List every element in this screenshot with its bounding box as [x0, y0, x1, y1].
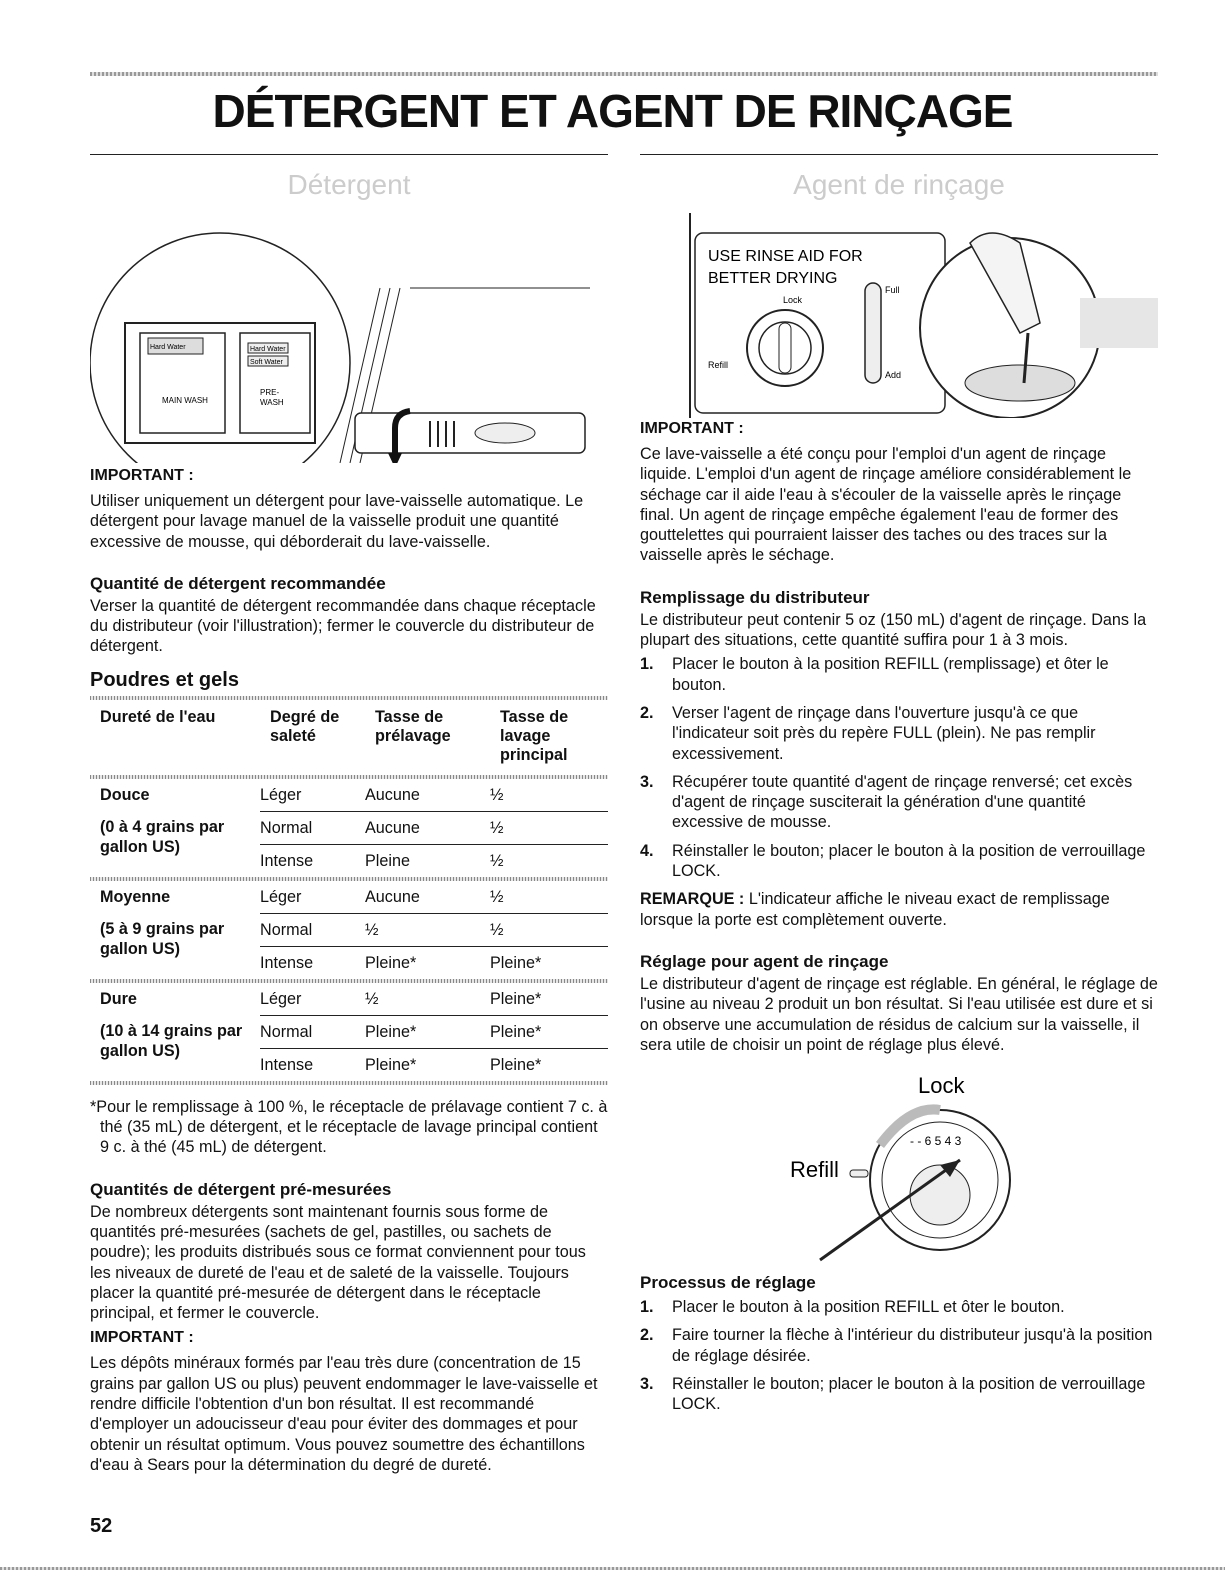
- table-cell: Pleine*: [490, 1015, 608, 1048]
- recommended-text: Verser la quantité de détergent recommandée dans chaque réceptacle du distributeur (voir l'illustration); fermer le couvercle du distributeur de détergent.: [90, 596, 596, 656]
- table-cell: Pleine: [365, 844, 490, 877]
- table-cell: ½: [490, 844, 608, 877]
- important-label: IMPORTANT :: [640, 420, 744, 437]
- group-moyenne: [90, 881, 608, 979]
- table-cell: Pleine*: [490, 1048, 608, 1081]
- important-text-2: Les dépôts minéraux formés par l'eau très dure (concentration de 15 grains par gallon US ou plus) peuvent endommager le lave-vaisselle et rendre difficile l'obtention d'un bon résultat. Il est recommandé d'employer un adoucisseur d'eau pour éviter des dommages et pour obtenir un résultat optimum. Vous pouvez soumettre des échantillons d'eau à Sears pour la détermination du degré de dureté.: [90, 1354, 598, 1474]
- table-cell: Aucune: [365, 811, 490, 844]
- table-cell: ½: [490, 811, 608, 844]
- detergent-dispenser-illustration: [90, 213, 608, 463]
- table-cell: Normal: [260, 811, 365, 844]
- important-text: Utiliser uniquement un détergent pour lave-vaisselle automatique. Le détergent pour lavage manuel de la vaisselle produit une quantité excessive de mousse, qui déborderait du lave-vaisselle.: [90, 492, 584, 551]
- setting-dial-illustration: [640, 1065, 1158, 1265]
- svg-text:BETTER DRYING: BETTER DRYING: [708, 270, 838, 287]
- table-cell: Léger: [260, 989, 302, 1008]
- hardness-name: Douce: [100, 785, 150, 804]
- list-item: [640, 1325, 1158, 1366]
- table-row: [90, 983, 608, 1016]
- rinse-aid-dispenser-illustration: [640, 213, 1158, 418]
- list-item: [640, 772, 1158, 833]
- svg-text:Refill: Refill: [790, 1157, 839, 1183]
- list-item: [640, 841, 1158, 882]
- process-heading: Processus de réglage: [640, 1273, 816, 1293]
- table-cell: Intense: [260, 1048, 365, 1081]
- table-cell: ½: [365, 913, 490, 946]
- remark-label: REMARQUE :: [640, 890, 745, 909]
- svg-text:Refill: Refill: [708, 360, 729, 370]
- table-cell: Intense: [260, 844, 365, 877]
- col-header-soil: Degré de saleté: [270, 707, 340, 745]
- table-cell: Pleine*: [365, 946, 490, 979]
- page-number: 52: [90, 1515, 113, 1537]
- section-title-rinse-aid: Agent de rinçage: [793, 169, 1005, 200]
- step-number: 3.: [640, 772, 654, 791]
- list-item: [640, 703, 1158, 764]
- svg-text:- - 6 5 4 3: - - 6 5 4 3: [910, 1134, 962, 1149]
- svg-text:Lock: Lock: [918, 1073, 965, 1099]
- premeasured-heading: Quantités de détergent pré-mesurées: [90, 1179, 392, 1199]
- table-cell: ½: [490, 785, 504, 804]
- svg-text:USE RINSE AID FOR: USE RINSE AID FOR: [708, 248, 863, 265]
- step-text: Réinstaller le bouton; placer le bouton à la position de verrouillage LOCK.: [672, 841, 1146, 881]
- dispenser-drawing: [90, 213, 608, 463]
- important-label-2: IMPORTANT :: [90, 1329, 194, 1347]
- table-cell: Normal: [260, 1015, 365, 1048]
- step-text: Placer le bouton à la position REFILL (remplissage) et ôter le bouton.: [672, 655, 1109, 694]
- col-header-prewash: Tasse de prélavage: [375, 707, 451, 745]
- important-text: Ce lave-vaisselle a été conçu pour l'emploi d'un agent de rinçage liquide. L'emploi d'un agent de rinçage améliore considérablement le séchage car il aide l'eau à s'écouler de la vaisselle après le rinçage final. Un agent de rinçage empêche également l'eau de former des gouttelettes qui pourraient laisser des taches ou des traces sur la vaisselle après le séchage.: [640, 445, 1132, 565]
- process-steps-list: [640, 1297, 1158, 1414]
- step-text: Réinstaller le bouton; placer le bouton à la position de verrouillage LOCK.: [672, 1375, 1146, 1414]
- svg-text:Add: Add: [885, 370, 902, 380]
- detergent-table: [90, 700, 608, 775]
- svg-text:PRE-: PRE-: [260, 388, 280, 397]
- svg-text:WASH: WASH: [260, 398, 284, 407]
- premeasured-text: De nombreux détergents sont maintenant fournis sous forme de quantités pré-mesurées (sachets de gel, pastilles, ou sachets de poudre); les produits distribués sous ce format conviennent pour tous les niveaux de dureté de l'eau et de saleté de la vaisselle. Toujours placer la quantité pré-mesurée de détergent dans le réceptacle principal, et fermer le couvercle.: [90, 1202, 586, 1323]
- fill-heading: Remplissage du distributeur: [640, 587, 870, 607]
- bottom-rule: [0, 1567, 1225, 1570]
- table-cell: ½: [490, 887, 504, 906]
- rinse-aid-drawing: [640, 213, 1158, 418]
- table-footnote: *Pour le remplissage à 100 %, le réceptacle de prélavage contient 7 c. à thé (35 mL) de détergent, et le réceptacle de lavage principal contient 9 c. à thé (45 mL) de détergent.: [90, 1097, 608, 1157]
- step-number: 3.: [640, 1375, 654, 1394]
- table-cell: Aucune: [365, 887, 420, 906]
- list-item: [640, 1297, 1158, 1317]
- rinse-aid-column: [640, 154, 1158, 1423]
- table-cell: Léger: [260, 785, 302, 804]
- recommended-heading: Quantité de détergent recommandée: [90, 573, 386, 593]
- top-rule: [90, 72, 1158, 76]
- section-rule: [90, 154, 608, 155]
- svg-text:MAIN WASH: MAIN WASH: [162, 396, 208, 405]
- setting-dial-drawing: [640, 1065, 1158, 1265]
- step-text: Récupérer toute quantité d'agent de rinçage renversé; cet excès d'agent de rinçage susciterait la génération d'une quantité excessive de mousse.: [672, 772, 1133, 832]
- step-number: 4.: [640, 841, 654, 860]
- step-text: Verser l'agent de rinçage dans l'ouverture jusqu'à ce que l'indicateur soit près du repère FULL (plein). Ne pas remplir excessivement.: [672, 703, 1096, 763]
- list-item: [640, 654, 1158, 695]
- col-header-mainwash: Tasse de lavage principal: [500, 707, 569, 764]
- svg-text:Hard Water: Hard Water: [250, 346, 286, 353]
- hardness-name: Dure: [100, 989, 137, 1008]
- hardness-detail: (10 à 14 grains par gallon US): [100, 1022, 243, 1061]
- col-header-hardness: Dureté de l'eau: [100, 707, 216, 726]
- setting-text: Le distributeur d'agent de rinçage est réglable. En général, le réglage de l'usine au niveau 2 produit un bon résultat. Si l'eau utilisée est dure et si on observe une accumulation de résidus de calcium sur la vaisselle, il sera utile de choisir un point de réglage plus élevé.: [640, 974, 1158, 1054]
- table-cell: Léger: [260, 887, 302, 906]
- section-rule: [640, 154, 1158, 155]
- table-cell: Pleine*: [365, 1048, 490, 1081]
- table-header-row: [90, 700, 608, 775]
- svg-text:Soft Water: Soft Water: [250, 359, 283, 366]
- table-bottom-rule: [90, 1081, 608, 1085]
- group-douce: [90, 779, 608, 877]
- table-row: [90, 881, 608, 914]
- step-text: Placer le bouton à la position REFILL et ôter le bouton.: [672, 1298, 1065, 1317]
- table-cell: Pleine*: [365, 1015, 490, 1048]
- important-label: IMPORTANT :: [90, 467, 194, 484]
- table-cell: Pleine*: [490, 946, 608, 979]
- table-row: [90, 779, 608, 812]
- step-number: 1.: [640, 655, 654, 674]
- table-cell: Intense: [260, 946, 365, 979]
- setting-heading: Réglage pour agent de rinçage: [640, 951, 889, 971]
- svg-text:Full: Full: [885, 285, 900, 295]
- step-number: 2.: [640, 703, 654, 722]
- table-row: [90, 811, 608, 844]
- step-number: 2.: [640, 1326, 654, 1345]
- remark-text: L'indicateur affiche le niveau exact de remplissage lorsque la porte est complètement ouverte.: [640, 890, 1110, 929]
- table-row: [90, 1015, 608, 1048]
- group-dure: [90, 983, 608, 1081]
- list-item: [640, 1374, 1158, 1415]
- table-cell: Pleine*: [490, 989, 542, 1008]
- hardness-detail: (5 à 9 grains par gallon US): [100, 920, 225, 959]
- fill-steps-list: [640, 654, 1158, 881]
- page-title: DÉTERGENT ET AGENT DE RINÇAGE: [212, 85, 1013, 137]
- hardness-name: Moyenne: [100, 887, 171, 906]
- powders-heading: Poudres et gels: [90, 668, 239, 691]
- detergent-column: [90, 154, 608, 1475]
- section-title-detergent: Détergent: [287, 169, 411, 200]
- step-number: 1.: [640, 1298, 654, 1317]
- step-text: Faire tourner la flèche à l'intérieur du distributeur jusqu'à la position de réglage désirée.: [672, 1326, 1153, 1365]
- svg-text:Lock: Lock: [783, 295, 803, 305]
- remark: [640, 889, 1158, 930]
- hardness-detail: (0 à 4 grains par gallon US): [100, 818, 225, 857]
- fill-text: Le distributeur peut contenir 5 oz (150 mL) d'agent de rinçage. Dans la plupart des situations, cette quantité suffira pour 1 à 3 mois.: [640, 610, 1147, 650]
- table-cell: Normal: [260, 913, 365, 946]
- table-row: [90, 913, 608, 946]
- table-cell: ½: [490, 913, 608, 946]
- svg-text:Hard Water: Hard Water: [150, 344, 186, 351]
- table-cell: ½: [365, 989, 379, 1008]
- table-cell: Aucune: [365, 785, 420, 804]
